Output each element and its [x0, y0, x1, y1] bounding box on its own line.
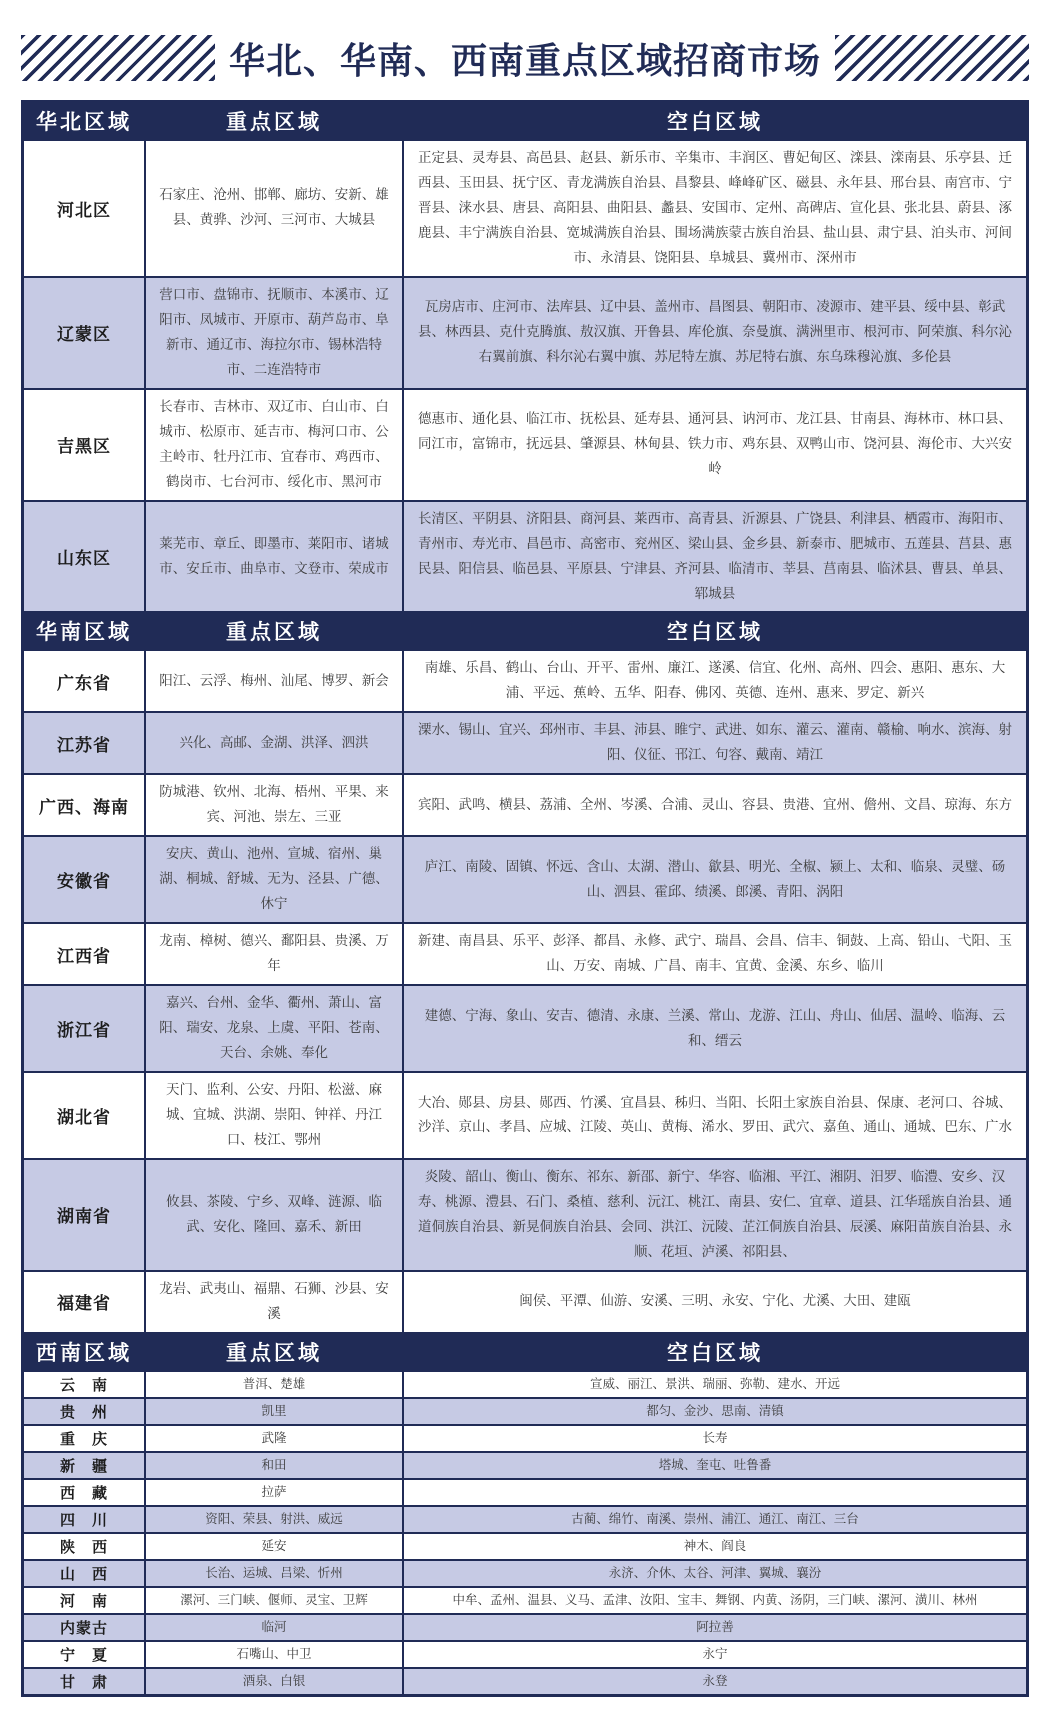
table-row: [24, 1270, 1026, 1332]
blank-region-cell: 长清区、平阴县、济阳县、商河县、莱西市、高青县、沂源县、广饶县、利津县、栖霞市、海阳市、青州市、寿光市、昌邑市、高密市、兖州区、梁山县、金乡县、新泰市、肥城市、五莲县、莒县、惠民县、阳信县、临邑县、平原县、宁津县、齐河县、临清市、莘县、莒南县、临沭县、曹县、单县、郓城县: [402, 502, 1026, 612]
region-cell: 江苏省: [57, 735, 111, 755]
key-region-cell: 攸县、茶陵、宁乡、双峰、涟源、临武、安化、隆回、嘉禾、新田: [144, 1160, 402, 1270]
region-cell: 福建省: [57, 1294, 111, 1314]
blank-region-cell: 瓦房店市、庄河市、法库县、辽中县、盖州市、昌图县、朝阳市、凌源市、建平县、绥中县、彰武县、林西县、克什克腾旗、敖汉旗、开鲁县、库伦旗、奈曼旗、满洲里市、根河市、阿荣旗、科尔沁右翼前旗、科尔沁右翼中旗、苏尼特左旗、苏尼特右旗、东乌珠穆沁旗、多伦县: [402, 278, 1026, 388]
column-header-key: 重点区域: [144, 613, 402, 649]
key-region-cell: 和田: [144, 1453, 402, 1478]
region-cell: 贵 州: [59, 1403, 108, 1421]
table-row: [24, 649, 1026, 711]
key-region-cell: 阳江、云浮、梅州、汕尾、博罗、新会: [144, 651, 402, 711]
blank-region-cell: 神木、阎良: [402, 1534, 1026, 1559]
table-row: [24, 711, 1026, 773]
section-name-header: 华南区域: [36, 621, 132, 645]
key-region-cell: 防城港、钦州、北海、梧州、平果、来宾、河池、崇左、三亚: [144, 775, 402, 835]
table-section: [24, 611, 1026, 1331]
table-row: [24, 1478, 1026, 1505]
region-cell: 吉黑区: [57, 437, 111, 457]
table-row: [24, 1640, 1026, 1667]
section-name-header: 西南区域: [36, 1341, 132, 1365]
region-cell: 辽蒙区: [57, 325, 111, 345]
key-region-cell: 兴化、高邮、金湖、洪泽、泗洪: [144, 713, 402, 773]
region-cell: 新 疆: [59, 1457, 108, 1475]
region-cell: 内蒙古: [59, 1619, 108, 1637]
key-region-cell: 长治、运城、吕梁、忻州: [144, 1561, 402, 1586]
blank-region-cell: 南雄、乐昌、鹤山、台山、开平、雷州、廉江、遂溪、信宜、化州、高州、四会、惠阳、惠东、大浦、平远、蕉岭、五华、阳春、佛冈、英德、连州、惠来、罗定、新兴: [402, 651, 1026, 711]
blank-region-cell: 新建、南昌县、乐平、彭泽、都昌、永修、武宁、瑞昌、会昌、信丰、铜鼓、上高、铅山、弋阳、玉山、万安、南城、广昌、南丰、宜黄、金溪、东乡、临川: [402, 924, 1026, 984]
region-cell: 湖南省: [57, 1207, 111, 1227]
blank-region-cell: 宾阳、武鸣、横县、荔浦、全州、岑溪、合浦、灵山、容县、贵港、宜州、儋州、文昌、琼海、东方: [402, 775, 1026, 835]
column-header-key: 重点区域: [144, 1334, 402, 1370]
blank-region-cell: 正定县、灵寿县、高邑县、赵县、新乐市、辛集市、丰润区、曹妃甸区、滦县、滦南县、乐亭县、迁西县、玉田县、抚宁区、青龙满族自治县、昌黎县、峰峰矿区、磁县、永年县、邢台县、南宫市、宁晋县、涞水县、唐县、高阳县、曲阳县、蠡县、安国市、定州、高碑店、宣化县、张北县、蔚县、涿鹿县、丰宁满族自治县、宽城满族自治县、围场满族蒙古族自治县、盐山县、肃宁县、泊头市、河间市、永清县、饶阳县、阜城县、冀州市、深州市: [402, 141, 1026, 276]
blank-region-cell: 古蔺、绵竹、南溪、崇州、浦江、通江、南江、三台: [402, 1507, 1026, 1532]
table-row: [24, 773, 1026, 835]
region-cell: 甘 肃: [59, 1673, 108, 1691]
blank-region-cell: 中牟、孟州、温县、义马、孟津、汝阳、宝丰、舞钢、内黄、汤阴，三门峡、漯河、潢川、林州: [402, 1588, 1026, 1613]
key-region-cell: 龙岩、武夷山、福鼎、石狮、沙县、安溪: [144, 1272, 402, 1332]
key-region-cell: 酒泉、白银: [144, 1669, 402, 1694]
key-region-cell: 拉萨: [144, 1480, 402, 1505]
key-region-cell: 莱芜市、章丘、即墨市、莱阳市、诸城市、安丘市、曲阜市、文登市、荣成市: [144, 502, 402, 612]
hatch-right-decoration: [835, 35, 1029, 81]
region-cell: 宁 夏: [59, 1646, 108, 1664]
section-body: [24, 139, 1026, 611]
key-region-cell: 延安: [144, 1534, 402, 1559]
table-row: [24, 500, 1026, 612]
key-region-cell: 安庆、黄山、池州、宣城、宿州、巢湖、桐城、舒城、无为、泾县、广德、休宁: [144, 837, 402, 922]
region-cell: 江西省: [57, 946, 111, 966]
table-row: [24, 1397, 1026, 1424]
table-row: [24, 1586, 1026, 1613]
table-row: [24, 1370, 1026, 1397]
section-name-header: 华北区域: [36, 111, 132, 134]
region-cell: 山 西: [59, 1565, 108, 1583]
section-body: [24, 1370, 1026, 1694]
key-region-cell: 龙南、樟树、德兴、鄱阳县、贵溪、万年: [144, 924, 402, 984]
key-region-cell: 长春市、吉林市、双辽市、白山市、白城市、松原市、延吉市、梅河口市、公主岭市、牡丹江市、宜春市、鸡西市、鹤岗市、七台河市、绥化市、黑河市: [144, 390, 402, 500]
table-row: [24, 1451, 1026, 1478]
blank-region-cell: 塔城、奎屯、吐鲁番: [402, 1453, 1026, 1478]
table-row: [24, 1613, 1026, 1640]
key-region-cell: 石家庄、沧州、邯郸、廊坊、安新、雄县、黄骅、沙河、三河市、大城县: [144, 141, 402, 276]
table-row: [24, 139, 1026, 276]
table-row: [24, 1505, 1026, 1532]
column-header-blank: 空白区域: [402, 1334, 1026, 1370]
blank-region-cell: 建德、宁海、象山、安吉、德清、永康、兰溪、常山、龙游、江山、舟山、仙居、温岭、临海、云和、缙云: [402, 986, 1026, 1071]
section-header-row: [24, 611, 1026, 649]
blank-region-cell: 炎陵、韶山、衡山、衡东、祁东、新邵、新宁、华容、临湘、平江、湘阴、汨罗、临澧、安乡、汉寿、桃源、澧县、石门、桑植、慈利、沅江、桃江、南县、安仁、宜章、道县、江华瑶族自治县、通道侗族自治县、新晃侗族自治县、会同、洪江、沅陵、芷江侗族自治县、辰溪、麻阳苗族自治县、永顺、花垣、泸溪、祁阳县、: [402, 1160, 1026, 1270]
table-row: [24, 835, 1026, 922]
table-row: [24, 1071, 1026, 1158]
region-cell: 河北区: [57, 200, 111, 220]
blank-region-cell: 德惠市、通化县、临江市、抚松县、延寿县、通河县、讷河市、龙江县、甘南县、海林市、林口县、同江市，富锦市，抚远县、肇源县、林甸县、铁力市、鸡东县、双鸭山市、饶河县、海伦市、大兴安岭: [402, 390, 1026, 500]
region-cell: 陕 西: [59, 1538, 108, 1556]
section-body: [24, 649, 1026, 1331]
blank-region-cell: 宣威、丽江、景洪、瑞丽、弥勒、建水、开远: [402, 1372, 1026, 1397]
key-region-cell: 武隆: [144, 1426, 402, 1451]
table-section: [24, 1332, 1026, 1694]
title-banner: [21, 30, 1029, 86]
key-region-cell: 漯河、三门峡、偃师、灵宝、卫辉: [144, 1588, 402, 1613]
table-row: [24, 922, 1026, 984]
region-cell: 湖北省: [57, 1107, 111, 1127]
key-region-cell: 资阳、荣县、射洪、威远: [144, 1507, 402, 1532]
blank-region-cell: 闽侯、平潭、仙游、安溪、三明、永安、宁化、尤溪、大田、建瓯: [402, 1272, 1026, 1332]
region-cell: 山东区: [57, 549, 111, 569]
table-row: [24, 388, 1026, 500]
section-header-row: [24, 103, 1026, 139]
table-row: [24, 1559, 1026, 1586]
hatch-left-decoration: [21, 35, 215, 81]
blank-region-cell: 庐江、南陵、固镇、怀远、含山、太湖、潜山、歙县、明光、全椒、颍上、太和、临泉、灵璧、砀山、泗县、霍邱、绩溪、郎溪、青阳、涡阳: [402, 837, 1026, 922]
table-row: [24, 276, 1026, 388]
key-region-cell: 嘉兴、台州、金华、衢州、萧山、富阳、瑞安、龙泉、上虞、平阳、苍南、天台、余姚、奉化: [144, 986, 402, 1071]
key-region-cell: 临河: [144, 1615, 402, 1640]
region-cell: 河 南: [59, 1592, 108, 1610]
blank-region-cell: 永宁: [402, 1642, 1026, 1667]
key-region-cell: 普洱、楚雄: [144, 1372, 402, 1397]
blank-region-cell: 长寿: [402, 1426, 1026, 1451]
table-row: [24, 1158, 1026, 1270]
region-cell: 重 庆: [59, 1430, 108, 1448]
column-header-key: 重点区域: [144, 103, 402, 139]
region-cell: 云 南: [59, 1376, 108, 1394]
blank-region-cell: 溧水、锡山、宜兴、邳州市、丰县、沛县、睢宁、武进、如东、灌云、灌南、赣榆、响水、滨海、射阳、仪征、邗江、句容、戴南、靖江: [402, 713, 1026, 773]
table-row: [24, 1532, 1026, 1559]
table-row: [24, 984, 1026, 1071]
region-cell: 安徽省: [57, 872, 111, 892]
blank-region-cell: 大冶、郧县、房县、郧西、竹溪、宜昌县、秭归、当阳、长阳土家族自治县、保康、老河口、谷城、沙洋、京山、孝昌、应城、江陵、英山、黄梅、浠水、罗田、武穴、嘉鱼、通山、通城、巴东、广水: [402, 1073, 1026, 1158]
region-cell: 浙江省: [57, 1021, 111, 1041]
blank-region-cell: 阿拉善: [402, 1615, 1026, 1640]
region-cell: 广东省: [57, 673, 111, 693]
table-section: [24, 103, 1026, 611]
blank-region-cell: 都匀、金沙、思南、清镇: [402, 1399, 1026, 1424]
region-table: [21, 100, 1029, 1697]
page-title: 华北、华南、西南重点区域招商市场: [229, 39, 822, 81]
region-cell: 西 藏: [59, 1484, 108, 1502]
region-cell: 广西、海南: [39, 797, 129, 817]
key-region-cell: 石嘴山、中卫: [144, 1642, 402, 1667]
section-header-row: [24, 1332, 1026, 1370]
table-row: [24, 1424, 1026, 1451]
column-header-blank: 空白区域: [402, 103, 1026, 139]
blank-region-cell: 永登: [402, 1669, 1026, 1694]
key-region-cell: 营口市、盘锦市、抚顺市、本溪市、辽阳市、凤城市、开原市、葫芦岛市、阜新市、通辽市、海拉尔市、锡林浩特市、二连浩特市: [144, 278, 402, 388]
table-row: [24, 1667, 1026, 1694]
region-cell: 四 川: [59, 1511, 108, 1529]
blank-region-cell: 永济、介休、太谷、河津、翼城、襄汾: [402, 1561, 1026, 1586]
key-region-cell: 天门、监利、公安、丹阳、松滋、麻城、宜城、洪湖、崇阳、钟祥、丹江口、枝江、鄂州: [144, 1073, 402, 1158]
column-header-blank: 空白区域: [402, 613, 1026, 649]
key-region-cell: 凯里: [144, 1399, 402, 1424]
blank-region-cell: [402, 1480, 1026, 1505]
